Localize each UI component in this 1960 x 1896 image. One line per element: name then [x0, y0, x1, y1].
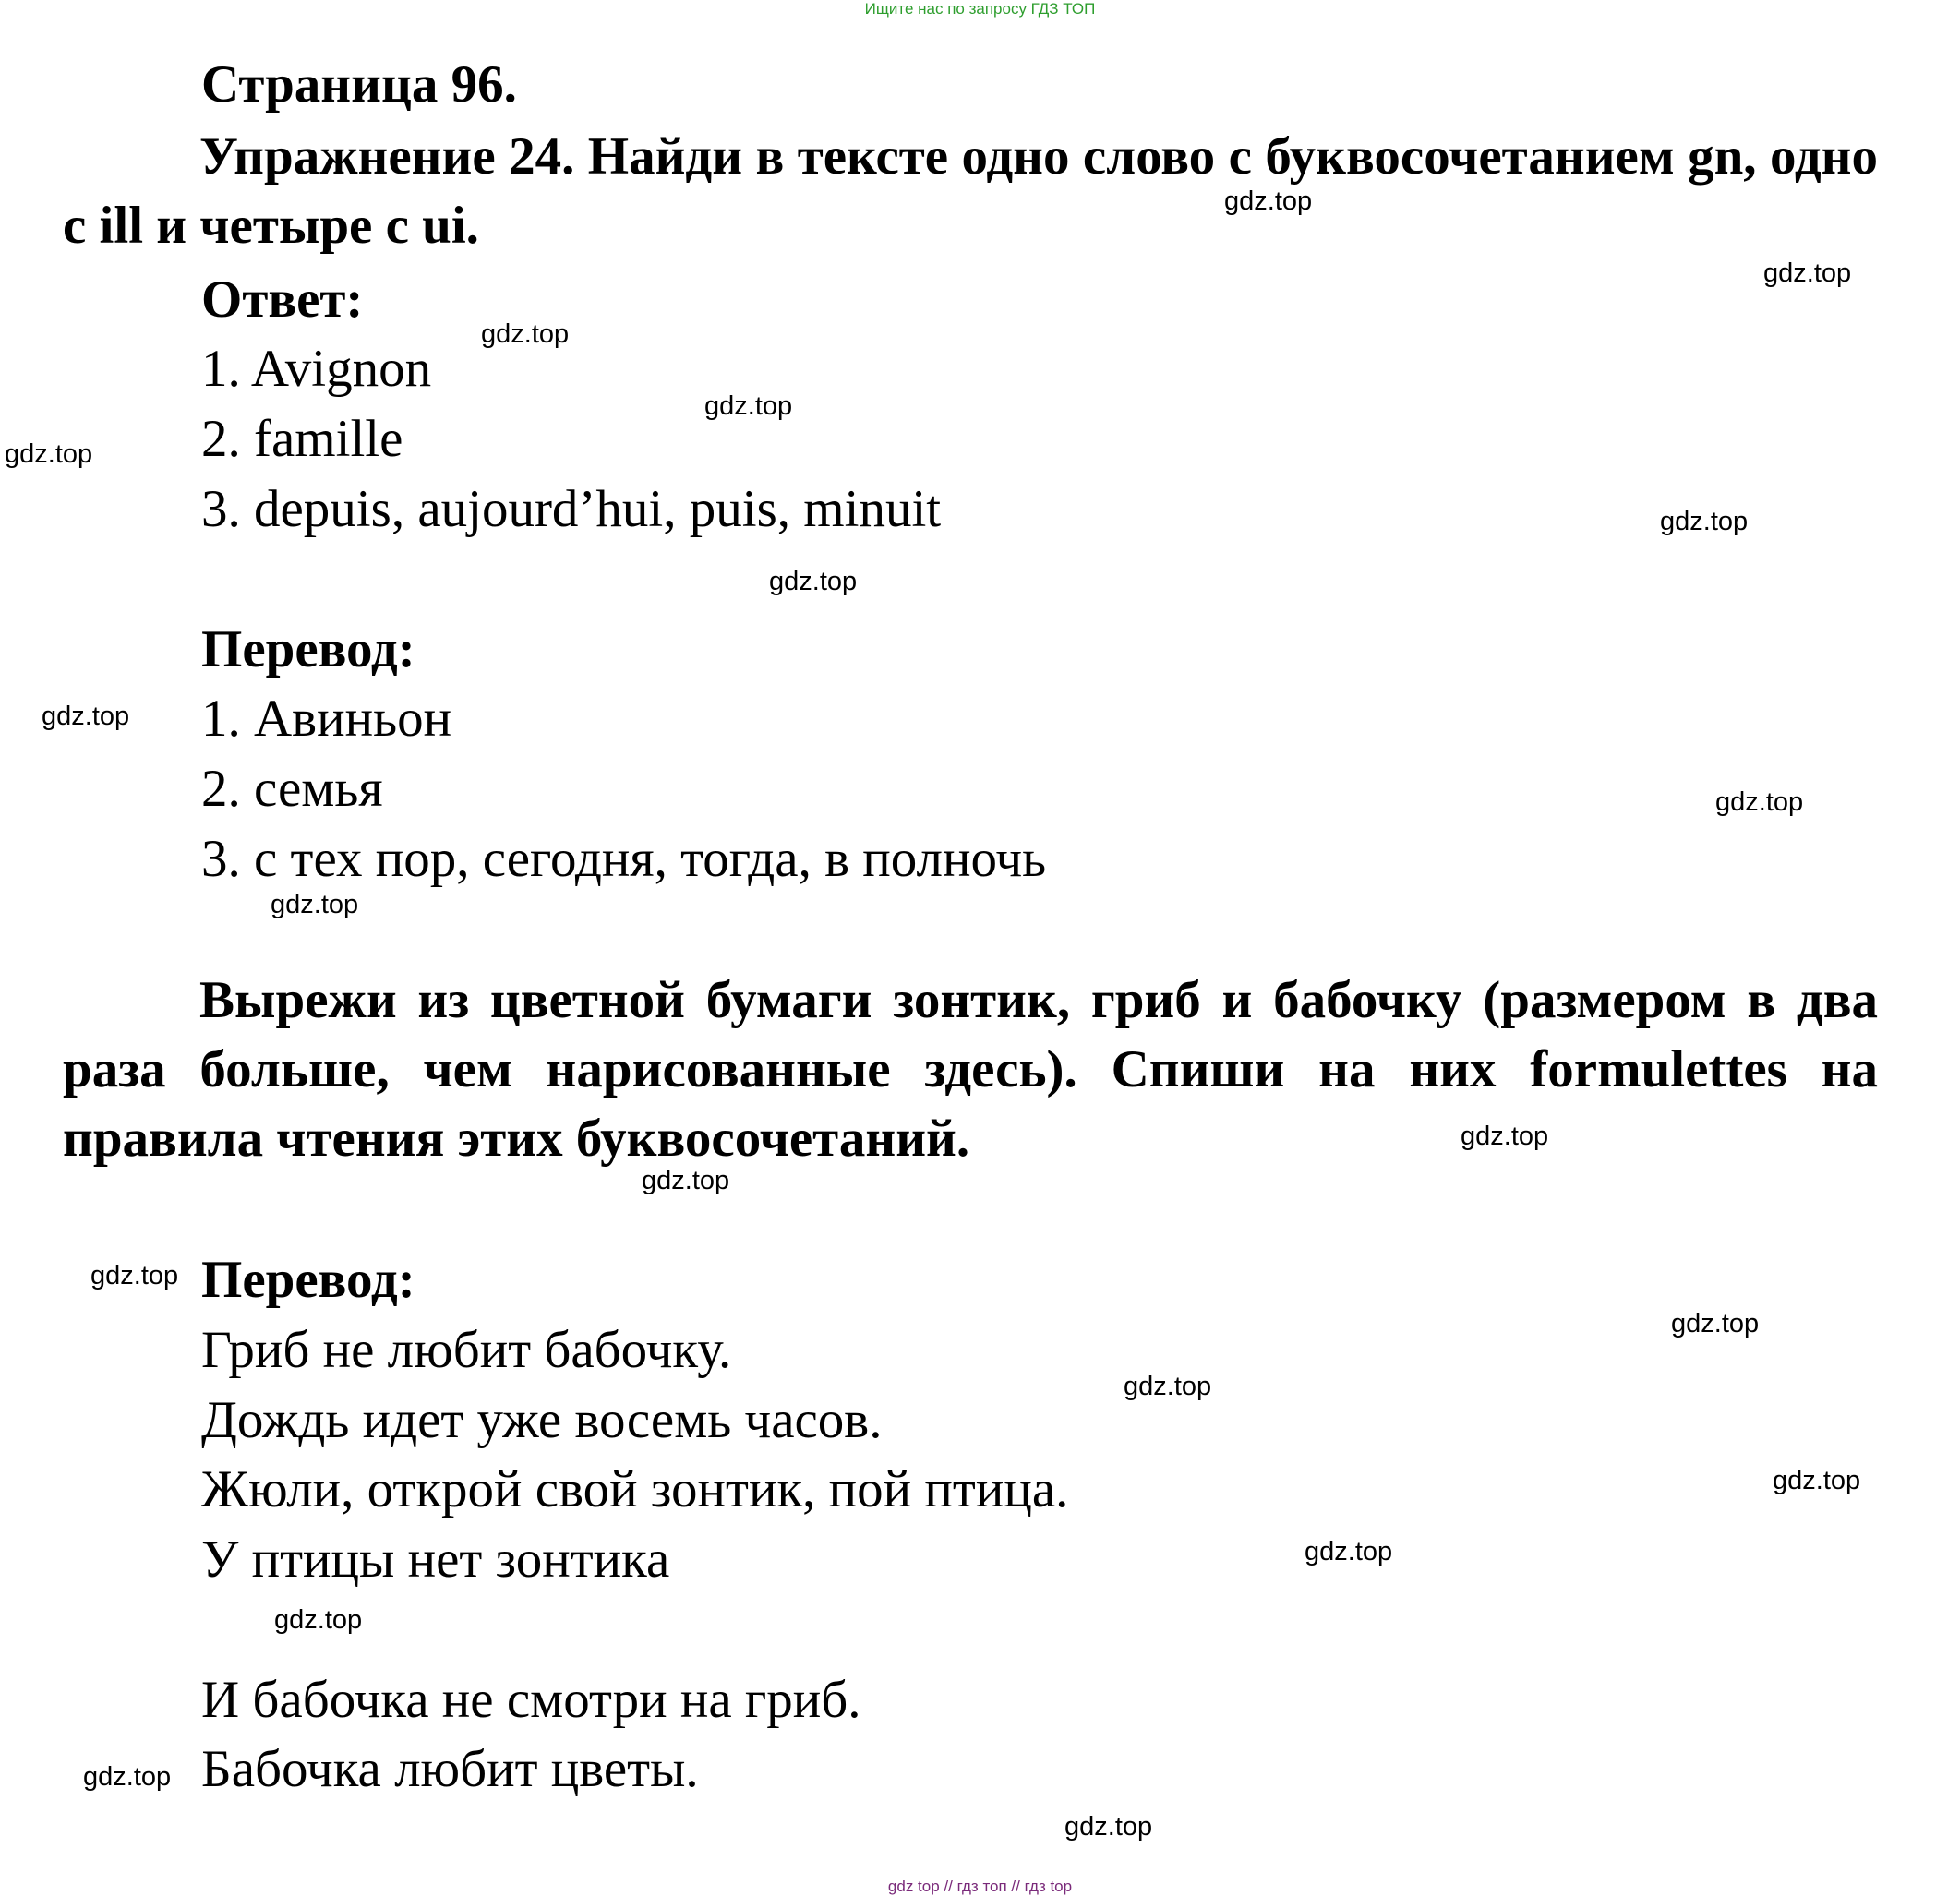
top-banner: Ищите нас по запросу ГДЗ ТОП — [864, 0, 1096, 18]
answer-item: 3. depuis, aujourd’hui, puis, minuit — [201, 480, 942, 538]
answer-item: 2. famille — [201, 410, 403, 468]
watermark: gdz.top — [271, 890, 359, 919]
answer-item: 1. Avignon — [201, 340, 432, 398]
watermark: gdz.top — [1461, 1122, 1549, 1151]
task-translation-heading: Перевод: — [201, 1251, 415, 1309]
page-title: Страница 96. — [201, 55, 517, 114]
watermark: gdz.top — [1124, 1372, 1212, 1401]
answer-heading: Ответ: — [201, 270, 364, 329]
watermark: gdz.top — [83, 1762, 172, 1792]
watermark: gdz.top — [90, 1261, 179, 1290]
watermark: gdz.top — [1224, 186, 1313, 216]
watermark: gdz.top — [1660, 507, 1749, 536]
task-translation-line: Бабочка любит цветы. — [201, 1740, 699, 1798]
watermark: gdz.top — [704, 391, 793, 421]
watermark: gdz.top — [1064, 1812, 1153, 1842]
watermark: gdz.top — [642, 1166, 730, 1195]
watermark: gdz.top — [1763, 258, 1852, 288]
watermark: gdz.top — [1773, 1466, 1861, 1495]
translation-item: 3. с тех пор, сегодня, тогда, в полночь — [201, 830, 1047, 888]
translation-item: 2. семья — [201, 760, 383, 818]
watermark: gdz.top — [274, 1605, 363, 1635]
watermark: gdz.top — [5, 439, 93, 469]
exercise-instruction: Упражнение 24. Найди в тексте одно слово с буквосочетанием gn, одно с ill и четыре с ui. — [63, 127, 1878, 255]
translation-heading: Перевод: — [201, 620, 415, 678]
watermark: gdz.top — [769, 567, 858, 596]
watermark: gdz.top — [42, 702, 130, 731]
task-translation-line: Дождь идет уже восемь часов. — [201, 1391, 883, 1449]
watermark: gdz.top — [1715, 787, 1804, 817]
task-translation-line: И бабочка не смотри на гриб. — [201, 1671, 861, 1729]
watermark: gdz.top — [1671, 1309, 1760, 1338]
watermark: gdz.top — [481, 319, 570, 349]
task-translation-line: Гриб не любит бабочку. — [201, 1321, 732, 1379]
translation-item: 1. Авиньон — [201, 690, 452, 748]
task-instruction: Вырежи из цветной бумаги зонтик, гриб и бабочку (размером в два раза больше, чем нарисованные здесь). Спиши на них formulettes на правила чтения этих буквосочетаний. — [63, 971, 1878, 1168]
bottom-banner: gdz top // гдз топ // гдз top — [887, 1878, 1073, 1895]
watermark: gdz.top — [1305, 1537, 1393, 1566]
task-translation-line: У птицы нет зонтика — [201, 1530, 670, 1589]
task-translation-line: Жюли, открой свой зонтик, пой птица. — [201, 1460, 1069, 1518]
